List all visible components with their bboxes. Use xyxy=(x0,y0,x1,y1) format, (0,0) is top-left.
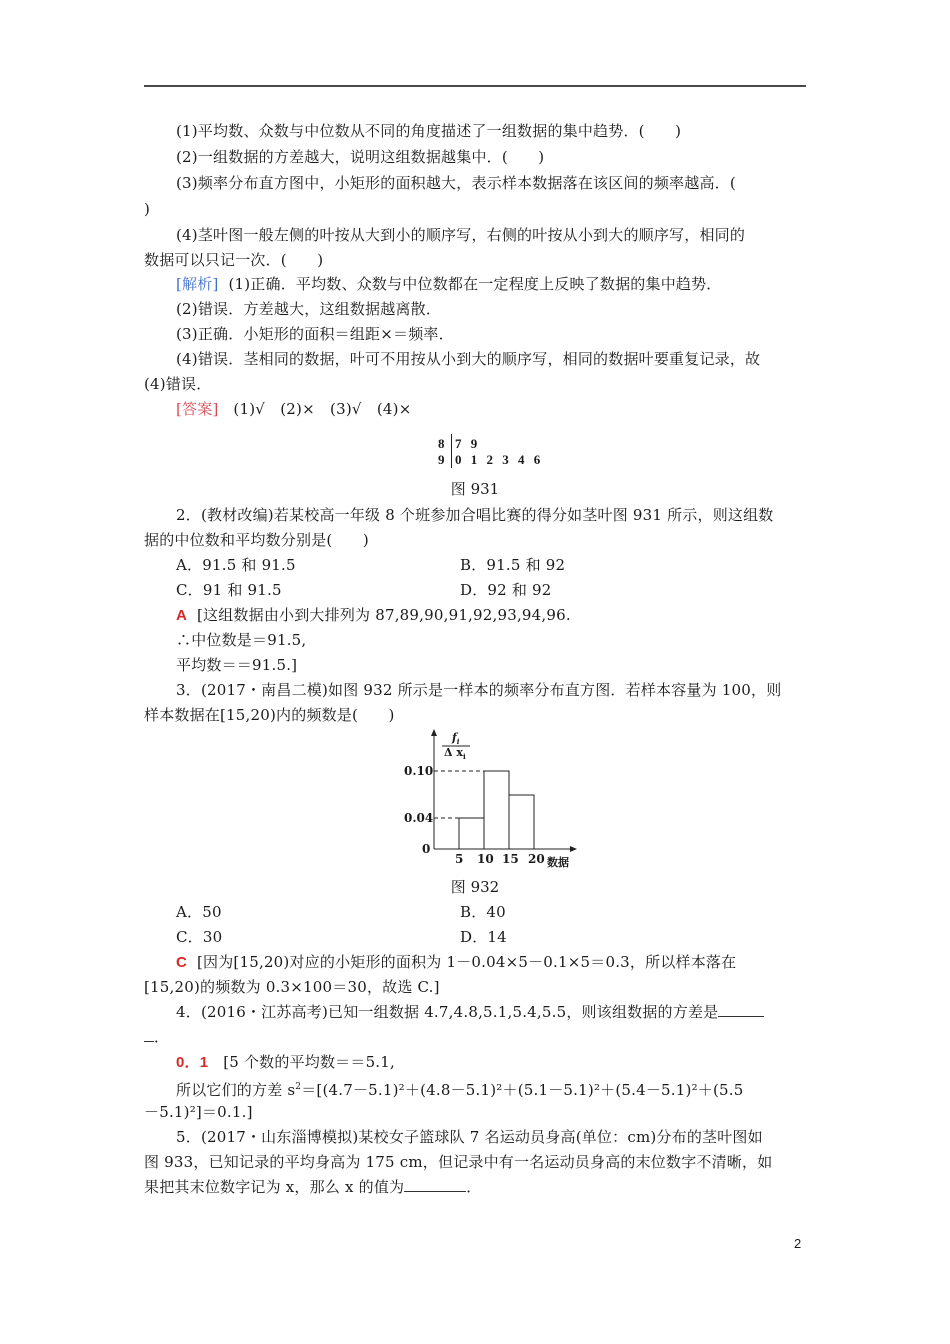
q1-analysis-line-5: (4)错误． xyxy=(144,375,212,393)
q5-stem-3 xyxy=(144,1177,814,1197)
q5-stem-text: 果把其末位数字记为 x，那么 x 的值为 xyxy=(144,1178,405,1196)
q1-item-2: (2)一组数据的方差越大，说明这组数据越集中．( ) xyxy=(176,148,545,166)
q1-analysis-line-3: (3)正确．小矩形的面积＝组距×＝频率． xyxy=(176,325,454,343)
xtick-10: 10 xyxy=(477,852,494,866)
q5-stem-2: 图 933，已知记录的平均身高为 175 cm，但记录中有一名运动员身高的末位数字不清晰，如 xyxy=(144,1153,773,1171)
q2-option-c: C．91 和 91.5 xyxy=(176,581,282,599)
q4-answer: 0．1 xyxy=(176,1054,209,1071)
q1-analysis-line-2: (2)错误．方差越大，这组数据越离散． xyxy=(176,300,442,318)
q3-answer-letter: C xyxy=(176,954,188,971)
q3-options-row-1 xyxy=(144,902,846,922)
q4-stem-2 xyxy=(144,1027,814,1047)
q2-solution-line-1 xyxy=(144,605,846,626)
answer-label: [答案] xyxy=(176,400,219,418)
q4-solution-line-1 xyxy=(144,1052,846,1073)
q3-option-d: D．14 xyxy=(460,928,507,946)
q1-analysis-line-4: (4)错误．茎相同的数据，叶可不用按从小到大的顺序写，相同的数据叶要重复记录，故 xyxy=(176,350,761,368)
q4-answer-blank-cont xyxy=(144,1027,154,1042)
histogram-932 xyxy=(400,728,580,873)
header-rule xyxy=(144,85,806,87)
q1-item-1: (1)平均数、众数与中位数从不同的角度描述了一组数据的集中趋势．( ) xyxy=(176,122,682,140)
q1-item-4-cont: 数据可以只记一次．( ) xyxy=(144,251,324,269)
q3-option-a: A．50 xyxy=(176,903,222,921)
q1-item-3: (3)频率分布直方图中，小矩形的面积越大，表示样本数据落在该区间的频率越高．( xyxy=(176,174,736,192)
ytick-0-10: 0.10 xyxy=(404,764,434,778)
q5-stem-1: 5．(2017・山东淄博模拟)某校女子篮球队 7 名运动员身高(单位：cm)分布的茎叶图如 xyxy=(176,1128,763,1146)
page-number: 2 xyxy=(794,1236,802,1251)
q3-stem-2: 样本数据在[15,20)内的频数是( ) xyxy=(144,706,395,724)
q2-option-b: B．91.5 和 92 xyxy=(460,556,566,574)
q4-solution-line-3: －5.1)²]＝0.1.] xyxy=(144,1103,253,1121)
answer-text: (1)√ (2)× (3)√ (4)× xyxy=(233,400,412,418)
q2-options-row-2 xyxy=(144,580,846,600)
figure-932-caption: 图 932 xyxy=(450,878,500,896)
q4-stem-text: 4．(2016・江苏高考)已知一组数据 4.7,4.8,5.1,5.4,5.5，则该组数据的方差是 xyxy=(176,1003,719,1021)
q3-option-c: C．30 xyxy=(176,928,223,946)
q2-answer-letter: A xyxy=(176,607,188,624)
analysis-text: (1)正确．平均数、众数与中位数都在一定程度上反映了数据的集中趋势． xyxy=(228,275,722,293)
leaves-8: 7 9 xyxy=(455,436,481,451)
q2-solution-line-3: 平均数＝＝91.5.] xyxy=(176,656,298,674)
ytick-0-04: 0.04 xyxy=(404,811,434,825)
q1-analysis-line-1 xyxy=(144,274,846,294)
ylabel-numerator: $f_i$ xyxy=(452,731,460,747)
figure-931-caption: 图 931 xyxy=(450,480,500,498)
ylabel-denominator: Δ $x_i$ xyxy=(444,746,466,762)
xtick-20: 20 xyxy=(528,852,545,866)
ytick-0: 0 xyxy=(422,842,431,856)
q4-variance-formula: ＝[(4.7－5.1)²＋(4.8－5.1)²＋(5.1－5.1)²＋(5.4－5.1)²＋(5.5 xyxy=(301,1081,744,1099)
q3-solution-line-2: [15,20)的频数为 0.3×100＝30，故选 C.] xyxy=(144,978,440,996)
q1-item-4: (4)茎叶图一般左侧的叶按从大到小的顺序写，右侧的叶按从小到大的顺序写，相同的 xyxy=(176,226,746,244)
q4-stem-1 xyxy=(144,1002,846,1022)
q2-solution-text: [这组数据由小到大排列为 87,89,90,91,92,93,94,96. xyxy=(196,606,571,624)
q1-item-3-cont: ) xyxy=(144,200,151,218)
q4-solution-text: [5 个数的平均数＝＝5.1, xyxy=(223,1053,395,1071)
q3-option-b: B．40 xyxy=(460,903,506,921)
q2-stem-1: 2．(教材改编)若某校高一年级 8 个班参加合唱比赛的得分如茎叶图 931 所示，则这组数 xyxy=(176,506,774,524)
q2-option-a: A．91.5 和 91.5 xyxy=(176,556,296,574)
q5-answer-blank xyxy=(404,1177,466,1192)
superscript-2: 2 xyxy=(295,1082,302,1092)
xtick-15: 15 xyxy=(502,852,519,866)
q4-stem-end: ． xyxy=(154,1028,170,1046)
stem-8: 8 xyxy=(438,436,448,451)
q3-stem-1: 3．(2017・南昌二模)如图 932 所示是一样本的频率分布直方图．若样本容量为 100，则 xyxy=(176,681,782,699)
q3-solution-line-1 xyxy=(144,952,846,973)
q3-options-row-2 xyxy=(144,927,846,947)
leaves-9: 0 1 2 3 4 6 xyxy=(455,452,544,467)
stem-divider xyxy=(451,434,452,468)
analysis-label: [解析] xyxy=(176,275,219,293)
stem-leaf-plot-931 xyxy=(438,436,558,470)
q4-answer-blank xyxy=(718,1002,764,1017)
q2-solution-line-2: ∴中位数是＝91.5, xyxy=(176,631,307,649)
q4-variance-label: 所以它们的方差 s xyxy=(176,1081,296,1099)
q2-option-d: D．92 和 92 xyxy=(460,581,552,599)
q5-stem-end: ． xyxy=(466,1178,482,1196)
q2-options-row-1 xyxy=(144,555,846,575)
stem-9: 9 xyxy=(438,452,448,467)
xtick-5: 5 xyxy=(455,852,464,866)
xlabel: 数据 xyxy=(547,856,569,869)
q1-answer-line xyxy=(144,399,846,419)
q4-solution-line-2 xyxy=(144,1077,846,1100)
q2-stem-2: 据的中位数和平均数分别是( ) xyxy=(144,531,369,549)
q3-solution-text: [因为[15,20)对应的小矩形的面积为 1－0.04×5－0.1×5＝0.3，所以样本落在 xyxy=(196,953,737,971)
